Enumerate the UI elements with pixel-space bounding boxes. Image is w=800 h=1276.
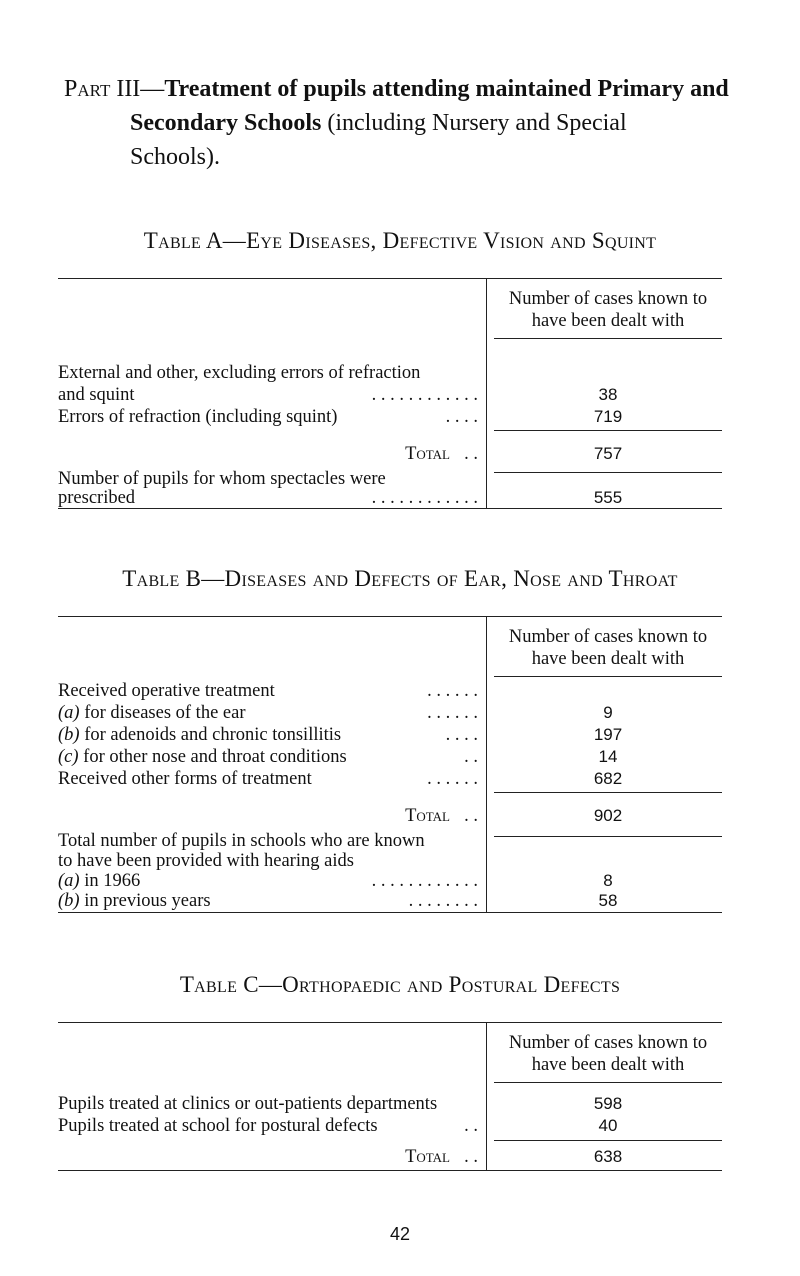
table-b-title: Table B—Diseases and Defects of Ear, Nose and Throat — [122, 566, 678, 591]
table-b-row-hearing-1966: (a) in 1966 . . . . . . . . . . . . — [58, 871, 478, 891]
table-a-top-rule — [58, 278, 722, 279]
table-a-column-divider — [486, 278, 487, 508]
table-b-bottom-rule — [58, 912, 722, 913]
table-a-value-spectacles: 555 — [593, 488, 623, 507]
table-b-column-divider — [486, 616, 487, 912]
table-a-value-refraction: 719 — [593, 407, 623, 426]
table-b-row-other: Received other forms of treatment . . . . . . — [58, 769, 478, 789]
table-a-row-spectacles-line1: Number of pupils for whom spectacles were — [58, 469, 386, 489]
table-a-row-spectacles-line2: prescribed . . . . . . . . . . . . — [58, 488, 478, 508]
table-a-header-rule — [494, 338, 722, 339]
table-b-value-hearing-1966: 8 — [603, 871, 613, 890]
table-c-row-postural: Pupils treated at school for postural defects . . — [58, 1116, 478, 1136]
table-b-header-rule — [494, 676, 722, 677]
table-c-total-value: 638 — [593, 1147, 623, 1166]
table-b-value-adenoids: 197 — [593, 725, 623, 744]
table-a-column-header: Number of cases known to have been dealt with — [508, 289, 708, 331]
table-a-total-label: Total — [405, 444, 450, 464]
table-b-column-header: Number of cases known to have been dealt with — [508, 627, 708, 669]
table-b-row-hearing-previous: (b) in previous years . . . . . . . . — [58, 891, 478, 911]
table-c-bottom-rule — [58, 1170, 722, 1171]
table-b-value-hearing-previous: 58 — [598, 891, 618, 910]
table-b-top-rule — [58, 616, 722, 617]
table-c-top-rule — [58, 1022, 722, 1023]
table-b-subtotal-rule — [494, 792, 722, 793]
table-b: Number of cases known to have been dealt with Received operative treatment . . . . . . (a) for diseases of the ear . . . . . . 9 (b) for adenoids and chronic tonsillitis . . . . 197 (c) for other nose and throat conditions . . 14 Received other forms of treatment . . . . . . 682 Total . . 902 Total number of pupils in schools who are known to have been provided with hearing aids (a) in 1966 . . . . . . . . . . . . 8 (b) in previous years . . . . . . . . 58 — [58, 616, 722, 912]
part-heading-line3: Schools). — [130, 144, 220, 170]
part-heading — [64, 72, 744, 174]
table-a-row-external-line1: External and other, excluding errors of refraction — [58, 363, 421, 383]
table-a-bottom-rule — [58, 508, 722, 509]
part-heading-title-line2: Secondary Schools — [130, 110, 322, 136]
page-number: 42 — [389, 1224, 411, 1244]
table-b-value-nose-throat: 14 — [598, 747, 618, 766]
table-a-row-refraction: Errors of refraction (including squint) . . . . — [58, 407, 478, 427]
table-c-column-divider — [486, 1022, 487, 1170]
table-c-row-clinics: Pupils treated at clinics or out-patients departments — [58, 1094, 438, 1114]
table-b-row-adenoids: (b) for adenoids and chronic tonsillitis . . . . — [58, 725, 478, 745]
table-c-value-clinics: 598 — [593, 1094, 623, 1113]
table-b-value-other: 682 — [593, 769, 623, 788]
table-c-subtotal-rule — [494, 1140, 722, 1141]
table-a-row-external-line2: and squint . . . . . . . . . . . . — [58, 385, 478, 405]
table-b-total-label: Total — [405, 806, 450, 826]
table-c-value-postural: 40 — [598, 1116, 618, 1135]
table-b-value-ear: 9 — [603, 703, 613, 722]
table-b-row-ear: (a) for diseases of the ear . . . . . . — [58, 703, 478, 723]
table-a-value-external: 38 — [598, 385, 618, 404]
table-a: Number of cases known to have been dealt with External and other, excluding errors of refraction and squint . . . . . . . . . . . . 38 Errors of refraction (including squint) . . . . 719 Total . . 757 Number of pupils for whom spectacles were prescribed . . . . . . . . . . . . 555 — [58, 278, 722, 508]
table-b-row-hearing-line1: Total number of pupils in schools who are known — [58, 831, 425, 851]
table-a-total-value: 757 — [593, 444, 623, 463]
table-c: Number of cases known to have been dealt with Pupils treated at clinics or out-patients departments 598 Pupils treated at school for postural defects . . 40 Total . . 638 — [58, 1022, 722, 1170]
table-c-total-label: Total — [405, 1147, 450, 1167]
part-heading-lead: Part III— — [64, 76, 165, 102]
part-heading-title-line1: Treatment of pupils attending maintained Primary and — [164, 76, 729, 102]
table-b-total-rule — [494, 836, 722, 837]
table-b-row-operative: Received operative treatment . . . . . . — [58, 681, 478, 701]
table-c-title: Table C—Orthopaedic and Postural Defects — [179, 972, 621, 997]
part-heading-line2-rest: (including Nursery and Special — [321, 110, 627, 136]
table-b-row-hearing-line2: to have been provided with hearing aids — [58, 851, 354, 871]
table-c-column-header: Number of cases known to have been dealt with — [508, 1033, 708, 1075]
table-a-subtotal-rule — [494, 430, 722, 431]
table-a-title: Table A—Eye Diseases, Defective Vision and Squint — [143, 228, 657, 253]
table-b-row-nose-throat: (c) for other nose and throat conditions . . — [58, 747, 478, 767]
table-a-total-rule — [494, 472, 722, 473]
table-b-total-value: 902 — [593, 806, 623, 825]
table-c-header-rule — [494, 1082, 722, 1083]
